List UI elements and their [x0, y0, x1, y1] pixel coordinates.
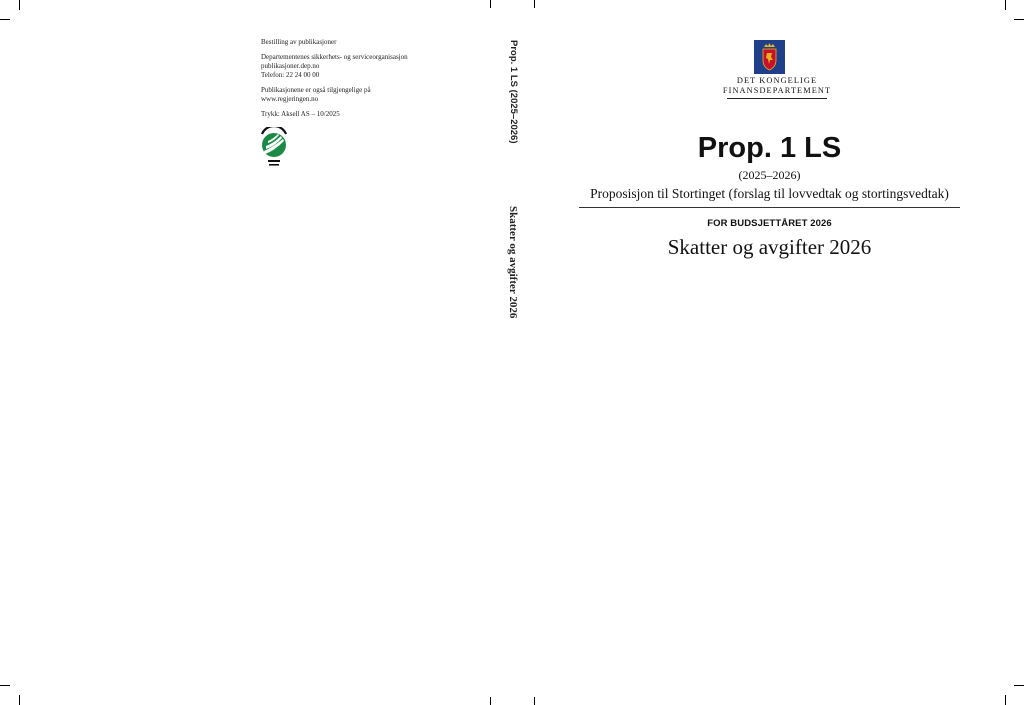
crop-mark: [534, 697, 535, 705]
crop-mark: [1005, 0, 1006, 10]
crop-mark: [1005, 695, 1006, 705]
coat-of-arms-icon: [754, 40, 785, 74]
ministry-name-line2: FINANSDEPARTEMENT: [722, 85, 832, 95]
ministry-name-line1: DET KONGELIGE: [736, 76, 818, 85]
ministry-logo: [721, 40, 833, 104]
crop-mark: [0, 685, 10, 686]
printer-info: Trykk: Aksell AS – 10/2025: [261, 110, 340, 118]
order-website: publikasjoner.dep.no: [261, 62, 320, 70]
spine-subject: Skatter og avgifter 2026: [507, 206, 519, 319]
budget-year: FOR BUDSJETTÅRET 2026: [707, 218, 832, 229]
availability-note: Publikasjonene er også tilgjengelige på: [261, 86, 371, 94]
ministry-name: [721, 76, 833, 95]
crop-mark: [534, 0, 535, 8]
crop-mark: [1014, 685, 1024, 686]
back-cover-info: [261, 38, 491, 125]
order-heading: Bestilling av publikasjoner: [261, 38, 337, 46]
proposition-description: Proposisjon til Stortinget (forslag til lovvedtak og stortingsvedtak): [590, 186, 949, 201]
government-website: www.regjeringen.no: [261, 95, 319, 103]
title-divider: [579, 207, 960, 208]
crop-mark: [1014, 19, 1024, 20]
crop-mark: [19, 0, 20, 10]
logo-divider: [727, 98, 827, 99]
ecolabel-icon: [259, 127, 289, 169]
document-subject: Skatter og avgifter 2026: [667, 235, 872, 259]
spine-title: Prop. 1 LS (2025–2026): [508, 40, 519, 144]
crop-mark: [490, 0, 491, 8]
crop-mark: [19, 695, 20, 705]
crop-mark: [490, 697, 491, 705]
order-phone: Telefon: 22 24 00 00: [261, 71, 320, 79]
session-years: (2025–2026): [738, 168, 801, 182]
organisation-name: Departementenes sikkerhets- og serviceorganisasjon: [261, 53, 408, 61]
document-title: Prop. 1 LS: [697, 132, 842, 164]
crop-mark: [0, 19, 10, 20]
